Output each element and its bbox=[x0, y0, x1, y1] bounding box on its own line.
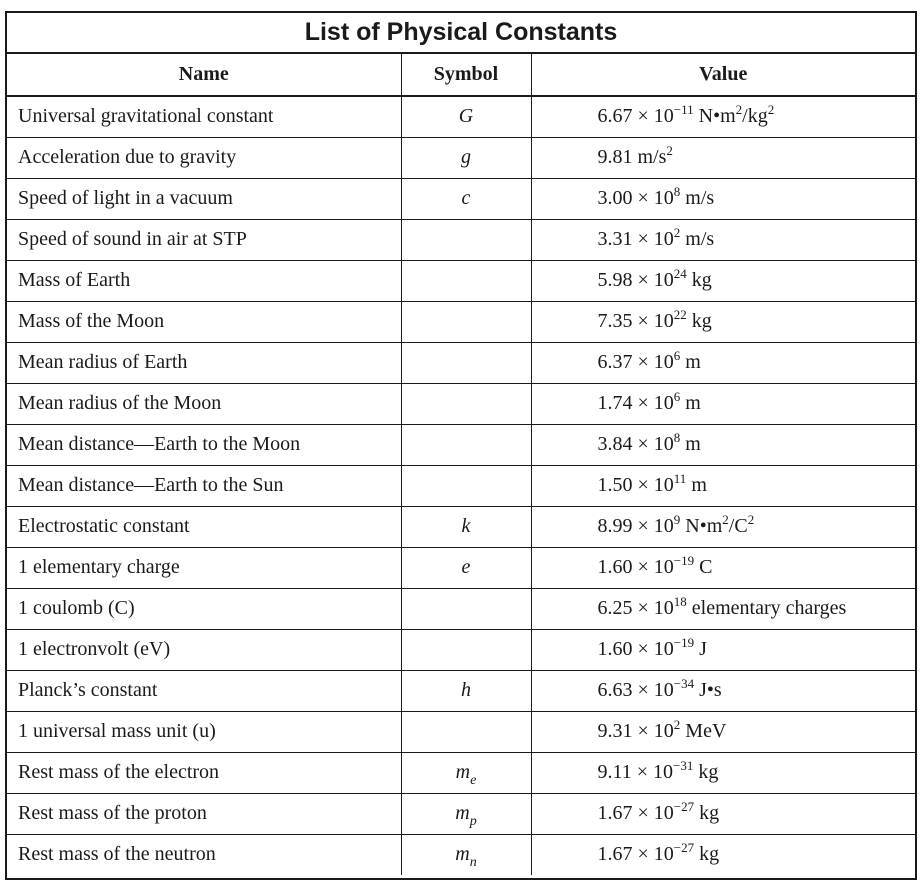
value-unit: kg bbox=[699, 802, 720, 824]
value-exponent: −31 bbox=[673, 758, 694, 773]
value-unit: kg bbox=[698, 761, 719, 783]
value-unit: N•m bbox=[685, 515, 723, 537]
unit-exponent: 2 bbox=[666, 143, 673, 158]
value-coefficient: 6.63 bbox=[597, 679, 633, 701]
constant-value bbox=[531, 178, 915, 219]
times-ten: × 10 bbox=[632, 638, 674, 660]
constants-grid bbox=[7, 54, 915, 875]
table-row bbox=[7, 670, 915, 711]
symbol-letter: k bbox=[461, 515, 471, 537]
table-row bbox=[7, 424, 915, 465]
times-ten: × 10 bbox=[632, 597, 674, 619]
constant-name: Rest mass of the neutron bbox=[7, 834, 401, 875]
constant-symbol bbox=[401, 137, 531, 178]
value-unit: N•m bbox=[698, 105, 736, 128]
constant-name: Mean radius of the Moon bbox=[7, 383, 401, 424]
value-unit: elementary charges bbox=[691, 597, 847, 619]
value-exponent: 8 bbox=[673, 184, 681, 199]
times-ten: × 10 bbox=[632, 843, 674, 866]
value-unit: MeV bbox=[685, 720, 727, 742]
constant-name: Universal gravitational constant bbox=[18, 105, 274, 128]
value-exponent: −27 bbox=[673, 840, 695, 856]
constant-value bbox=[531, 506, 915, 547]
value-exponent: −34 bbox=[673, 676, 695, 691]
value-unit: kg bbox=[691, 310, 712, 332]
symbol-letter: G bbox=[458, 105, 474, 128]
constant-name: Acceleration due to gravity bbox=[7, 137, 401, 178]
constant-name: 1 electronvolt (eV) bbox=[7, 629, 401, 670]
constant-value bbox=[531, 588, 915, 629]
unit-denominator-exponent: 2 bbox=[747, 512, 755, 527]
constant-value bbox=[531, 629, 915, 670]
constant-symbol bbox=[401, 629, 531, 670]
symbol-letter: h bbox=[461, 679, 471, 701]
header-row bbox=[7, 54, 915, 96]
table-row bbox=[7, 342, 915, 383]
constant-name: Rest mass of the electron bbox=[7, 752, 401, 793]
constant-symbol bbox=[401, 96, 531, 137]
table-body bbox=[7, 96, 915, 875]
symbol-subscript: p bbox=[469, 814, 477, 829]
constant-symbol bbox=[401, 342, 531, 383]
table-row bbox=[7, 219, 915, 260]
value-coefficient: 3.84 bbox=[597, 433, 633, 455]
value-exponent: 11 bbox=[673, 471, 687, 486]
table-row bbox=[7, 465, 915, 506]
value-unit: m/s bbox=[637, 146, 667, 168]
constant-value bbox=[531, 301, 915, 342]
value-coefficient: 1.60 bbox=[597, 638, 633, 660]
value-unit: m bbox=[691, 474, 707, 496]
times-ten: × 10 bbox=[632, 720, 674, 742]
constants-table bbox=[5, 11, 917, 880]
constant-value bbox=[531, 834, 915, 875]
value-exponent: 6 bbox=[673, 348, 681, 363]
times-ten: × 10 bbox=[632, 802, 674, 824]
times-ten: × 10 bbox=[632, 310, 674, 332]
times-ten: × 10 bbox=[632, 433, 674, 455]
constant-name: 1 elementary charge bbox=[7, 547, 401, 588]
value-unit: J bbox=[699, 638, 707, 660]
value-coefficient: 6.25 bbox=[597, 597, 633, 619]
constant-value bbox=[531, 424, 915, 465]
constant-symbol bbox=[401, 752, 531, 793]
symbol-letter: m bbox=[455, 843, 470, 866]
constant-symbol bbox=[401, 670, 531, 711]
value-unit: m/s bbox=[685, 228, 715, 250]
constant-name: Electrostatic constant bbox=[7, 506, 401, 547]
times-ten: × 10 bbox=[632, 187, 674, 209]
times-ten: × 10 bbox=[632, 392, 674, 414]
times-ten: × 10 bbox=[632, 351, 674, 373]
value-exponent: 24 bbox=[673, 266, 687, 281]
constant-name: Speed of light in a vacuum bbox=[7, 178, 401, 219]
value-coefficient: 3.00 bbox=[597, 187, 633, 209]
value-exponent: −27 bbox=[673, 799, 695, 814]
constant-value bbox=[531, 260, 915, 301]
table-row bbox=[7, 178, 915, 219]
value-coefficient: 1.60 bbox=[597, 556, 633, 578]
value-exponent: 8 bbox=[673, 430, 681, 445]
value-coefficient: 1.67 bbox=[597, 843, 633, 866]
value-coefficient: 1.50 bbox=[597, 474, 633, 496]
constant-symbol bbox=[401, 588, 531, 629]
constant-symbol bbox=[401, 547, 531, 588]
value-coefficient: 6.37 bbox=[597, 351, 633, 373]
value-unit: m bbox=[685, 351, 701, 373]
constant-value bbox=[531, 711, 915, 752]
value-coefficient: 8.99 bbox=[597, 515, 633, 537]
constant-value bbox=[531, 793, 915, 834]
value-coefficient: 9.11 bbox=[597, 761, 632, 783]
table-row bbox=[7, 137, 915, 178]
value-exponent: 2 bbox=[673, 225, 681, 240]
constant-name: Rest mass of the proton bbox=[7, 793, 401, 834]
symbol-subscript: n bbox=[469, 855, 477, 871]
times-ten: × 10 bbox=[632, 515, 674, 537]
constant-symbol bbox=[401, 793, 531, 834]
constant-name: Planck’s constant bbox=[7, 670, 401, 711]
constant-symbol bbox=[401, 301, 531, 342]
constant-symbol bbox=[401, 178, 531, 219]
symbol-letter: e bbox=[461, 556, 471, 578]
table-row bbox=[7, 629, 915, 670]
unit-denominator: /kg bbox=[742, 105, 768, 128]
value-coefficient: 5.98 bbox=[597, 269, 633, 291]
table-row bbox=[7, 793, 915, 834]
constant-symbol bbox=[401, 260, 531, 301]
constant-symbol bbox=[401, 383, 531, 424]
value-unit: kg bbox=[699, 843, 720, 866]
constant-symbol bbox=[401, 506, 531, 547]
constant-name: Speed of sound in air at STP bbox=[7, 219, 401, 260]
table-row bbox=[7, 96, 915, 137]
value-unit: kg bbox=[691, 269, 712, 291]
symbol-letter: g bbox=[461, 146, 471, 168]
value-exponent: 22 bbox=[673, 307, 687, 322]
constant-value bbox=[531, 219, 915, 260]
value-coefficient: 1.67 bbox=[597, 802, 633, 824]
header-name: Name bbox=[7, 54, 401, 96]
table-row bbox=[7, 260, 915, 301]
value-exponent: −19 bbox=[673, 553, 695, 568]
constant-value bbox=[531, 383, 915, 424]
unit-exponent: 2 bbox=[722, 512, 729, 527]
header-symbol: Symbol bbox=[401, 54, 531, 96]
table-row bbox=[7, 383, 915, 424]
value-coefficient: 6.67 bbox=[597, 105, 633, 128]
constant-name: Mean distance—Earth to the Sun bbox=[7, 465, 401, 506]
table-row bbox=[7, 752, 915, 793]
times-ten: × 10 bbox=[631, 761, 674, 783]
symbol-subscript: e bbox=[470, 773, 477, 788]
value-exponent: 18 bbox=[673, 594, 687, 609]
times-ten: × 10 bbox=[632, 679, 674, 701]
value-coefficient: 3.31 bbox=[597, 228, 633, 250]
constant-name: Mass of Earth bbox=[7, 260, 401, 301]
constant-value bbox=[531, 752, 915, 793]
table-row bbox=[7, 834, 915, 875]
constant-symbol bbox=[401, 711, 531, 752]
times-ten: × 10 bbox=[632, 556, 674, 578]
value-coefficient: 7.35 bbox=[597, 310, 633, 332]
constant-value bbox=[531, 342, 915, 383]
unit-exponent: 2 bbox=[735, 102, 743, 118]
value-unit: C bbox=[699, 556, 713, 578]
times-ten: × 10 bbox=[632, 105, 674, 128]
value-exponent: 2 bbox=[673, 717, 681, 732]
table-row bbox=[7, 711, 915, 752]
constant-name: Mean distance—Earth to the Moon bbox=[7, 424, 401, 465]
value-unit: m bbox=[685, 392, 701, 414]
constant-value bbox=[531, 670, 915, 711]
constant-value bbox=[531, 96, 915, 137]
table-row bbox=[7, 506, 915, 547]
times-ten: × 10 bbox=[632, 474, 674, 496]
value-coefficient: 1.74 bbox=[597, 392, 633, 414]
symbol-letter: m bbox=[455, 802, 470, 824]
value-coefficient: 9.81 bbox=[597, 146, 633, 168]
table-row bbox=[7, 547, 915, 588]
table-title: List of Physical Constants bbox=[7, 13, 915, 54]
value-exponent: −19 bbox=[673, 635, 695, 650]
value-exponent: −11 bbox=[673, 102, 694, 118]
value-unit: m/s bbox=[685, 187, 715, 209]
header-value: Value bbox=[531, 54, 915, 96]
value-unit: m bbox=[685, 433, 701, 455]
symbol-letter: c bbox=[461, 187, 471, 209]
constant-name: Mass of the Moon bbox=[7, 301, 401, 342]
constant-value bbox=[531, 465, 915, 506]
value-coefficient: 9.31 bbox=[597, 720, 633, 742]
constant-name: Mean radius of Earth bbox=[7, 342, 401, 383]
table-row bbox=[7, 588, 915, 629]
constant-name: 1 universal mass unit (u) bbox=[7, 711, 401, 752]
times-ten: × 10 bbox=[632, 228, 674, 250]
constant-symbol bbox=[401, 834, 531, 875]
value-exponent: 9 bbox=[673, 512, 681, 527]
constant-symbol bbox=[401, 219, 531, 260]
table-row bbox=[7, 301, 915, 342]
constant-value bbox=[531, 547, 915, 588]
constant-value bbox=[531, 137, 915, 178]
unit-denominator: /C bbox=[728, 515, 748, 537]
constant-symbol bbox=[401, 465, 531, 506]
value-unit: J•s bbox=[699, 679, 722, 701]
value-exponent: 6 bbox=[673, 389, 681, 404]
symbol-letter: m bbox=[455, 761, 471, 783]
constant-symbol bbox=[401, 424, 531, 465]
constant-name: 1 coulomb (C) bbox=[7, 588, 401, 629]
times-ten: × 10 bbox=[632, 269, 674, 291]
unit-denominator-exponent: 2 bbox=[767, 102, 775, 118]
